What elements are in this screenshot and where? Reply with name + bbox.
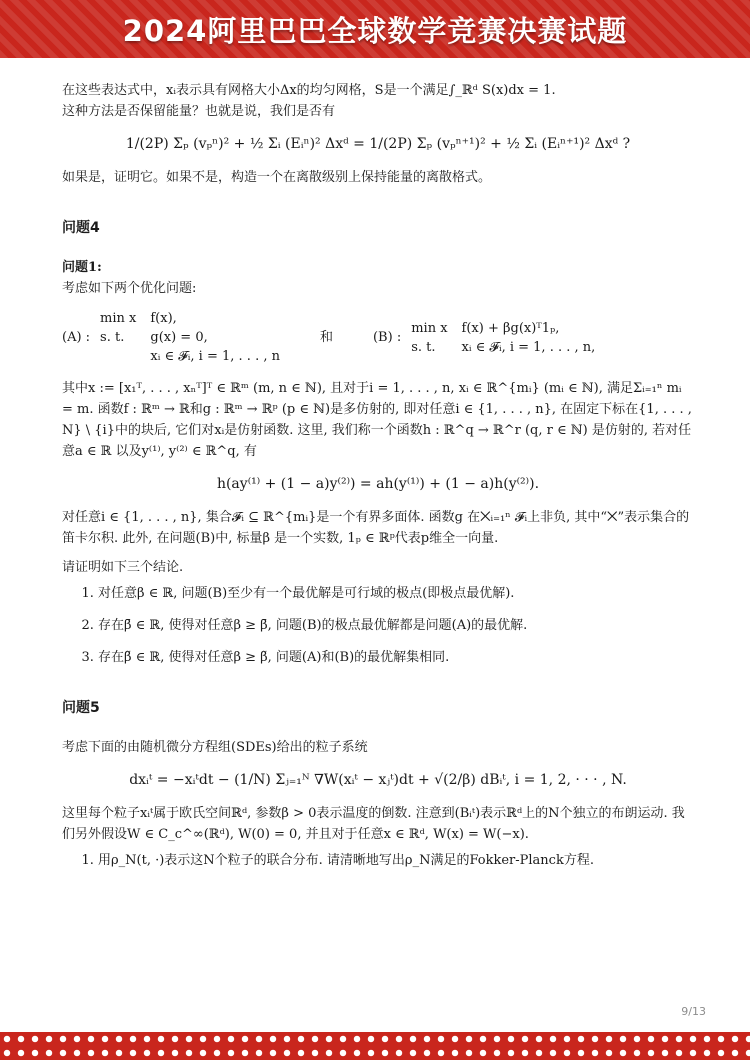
document-body [62,80,694,883]
problem-a-row-3-expr: xᵢ ∈ 𝓕ᵢ, i = 1, . . . , n [150,349,280,364]
problem-a-label: (A) : [62,330,91,345]
problem-5-heading: 问题5 [62,700,100,716]
problem-a-body [100,309,280,366]
problem-b-label: (B) : [372,330,402,345]
problem-b-row-1-expr: f(x) + βg(x)ᵀ1ₚ, [461,320,560,336]
problem-4-lead: 考虑如下两个优化问题: [62,281,197,296]
problem-4-definitions: 其中x := [x₁ᵀ, . . . , xₙᵀ]ᵀ ∈ ℝᵐ (m, n ∈ ℕ), 且对于i = 1, . . . , n, xᵢ ∈ ℝ^{mᵢ} (mᵢ ∈ ℕ), 满足Σᵢ₌₁ⁿ mᵢ = m. 函数f : ℝᵐ → ℝ和g : ℝᵐ → ℝᵖ (p ∈ ℕ)是多仿射的, 即对任意i ∈ {1, . . . , n}, 在固定下标在{1, . . . , N} \ {i}中的块后, 它们对xᵢ是仿射函数. 这里, 我们称一个函数h : ℝ^q → ℝ^r (q, r ∈ ℕ) 是仿射的, 若对任意a ∈ ℝ 以及y⁽¹⁾, y⁽²⁾ ∈ ℝ^q, 有 [62,381,692,459]
intro-line-2: 这种方法是否保留能量？也就是说，我们是否有 [62,104,336,119]
problem-5-items [62,851,694,871]
claim-3: 3. 存在β̃ ∈ ℝ, 使得对任意β ≥ β̃, 问题(A)和(B)的最优解集相同. [98,648,694,668]
problem-a-row-1-key: min x [100,311,137,326]
problem-4-heading: 问题4 [62,220,100,236]
problem-b-row-2-key: s. t. [411,339,436,355]
intro-line-3: 如果是，证明它。如果不是，构造一个在离散级别上保持能量的离散格式。 [62,170,492,185]
problem-a-row-1-expr: f(x), [150,311,177,326]
problem-b-row-2-expr: xᵢ ∈ 𝓕ᵢ, i = 1, . . . , n, [461,339,596,355]
page-title: 2024阿里巴巴全球数学竞赛决赛试题 [122,13,628,48]
problem-5-lead: 考虑下面的由随机微分方程组(SDEs)给出的粒子系统 [62,740,368,755]
optimization-problems [62,309,694,366]
title-banner [0,0,750,58]
problem-b-row-1-key: min x [411,320,448,336]
claim-2: 2. 存在β̄ ∈ ℝ, 使得对任意β ≥ β̄, 问题(B)的极点最优解都是问题(A)的最优解. [98,616,694,636]
energy-equation: 1/(2P) Σₚ (vₚⁿ)² + ½ Σᵢ (Eᵢⁿ)² Δxᵈ = 1/(2P) Σₚ (vₚⁿ⁺¹)² + ½ Σᵢ (Eᵢⁿ⁺¹)² Δxᵈ ? [125,136,631,152]
problem-a-row-2-key: s. t. [100,330,125,345]
prove-lead: 请证明如下三个结论. [62,560,184,575]
problem-b-body [411,319,595,357]
problem-b [373,319,595,357]
problem-5-description: 这里每个粒子xᵢᵗ属于欧氏空间ℝᵈ, 参数β > 0表示温度的倒数. 注意到(Bᵢᵗ)表示ℝᵈ上的N个独立的布朗运动. 我们另外假设W ∈ C_c^∞(ℝᵈ), W(0) = 0, 并且对于任意x ∈ ℝᵈ, W(x) = W(−x). [62,806,685,842]
problem-5-item-1: 1. 用ρ_N(t, ·)表示这N个粒子的联合分布. 请清晰地写出ρ_N满足的Fokker-Planck方程. [98,851,694,871]
page-number: 9/13 [681,1005,706,1018]
sde-equation: dxᵢᵗ = −xᵢᵗdt − (1/N) Σⱼ₌₁ᴺ ∇W(xᵢᵗ − xⱼᵗ)dt + √(2/β) dBᵢᵗ, i = 1, 2, · · · , N. [129,772,627,788]
intro-line-1: 在这些表达式中，xᵢ表示具有网格大小Δx的均匀网格，S是一个满足∫_ℝᵈ S(x)dx = 1. [62,83,556,98]
problem-a-row-3-key [100,347,136,366]
decorative-footer [0,1032,750,1060]
claims-list [62,584,694,668]
affine-equation: h(ay⁽¹⁾ + (1 − a)y⁽²⁾) = ah(y⁽¹⁾) + (1 − a)h(y⁽²⁾). [216,476,540,492]
claim-1: 1. 对任意β ∈ ℝ, 问题(B)至少有一个最优解是可行域的极点(即极点最优解). [98,584,694,604]
problem-4-assumptions: 对任意i ∈ {1, . . . , n}, 集合𝓕ᵢ ⊆ ℝ^{mᵢ}是一个有界多面体. 函数g 在⨉ᵢ₌₁ⁿ 𝓕ᵢ上非负, 其中“⨉”表示集合的笛卡尔积. 此外, 在问题(B)中, 标量β 是一个实数, 1ₚ ∈ ℝᵖ代表p维全一向量. [62,510,690,546]
and-label: 和 [319,330,333,345]
problem-a [62,309,280,366]
problem-a-row-2-expr: g(x) = 0, [150,330,208,345]
problem-1-subheading: 问题1: [62,260,102,275]
